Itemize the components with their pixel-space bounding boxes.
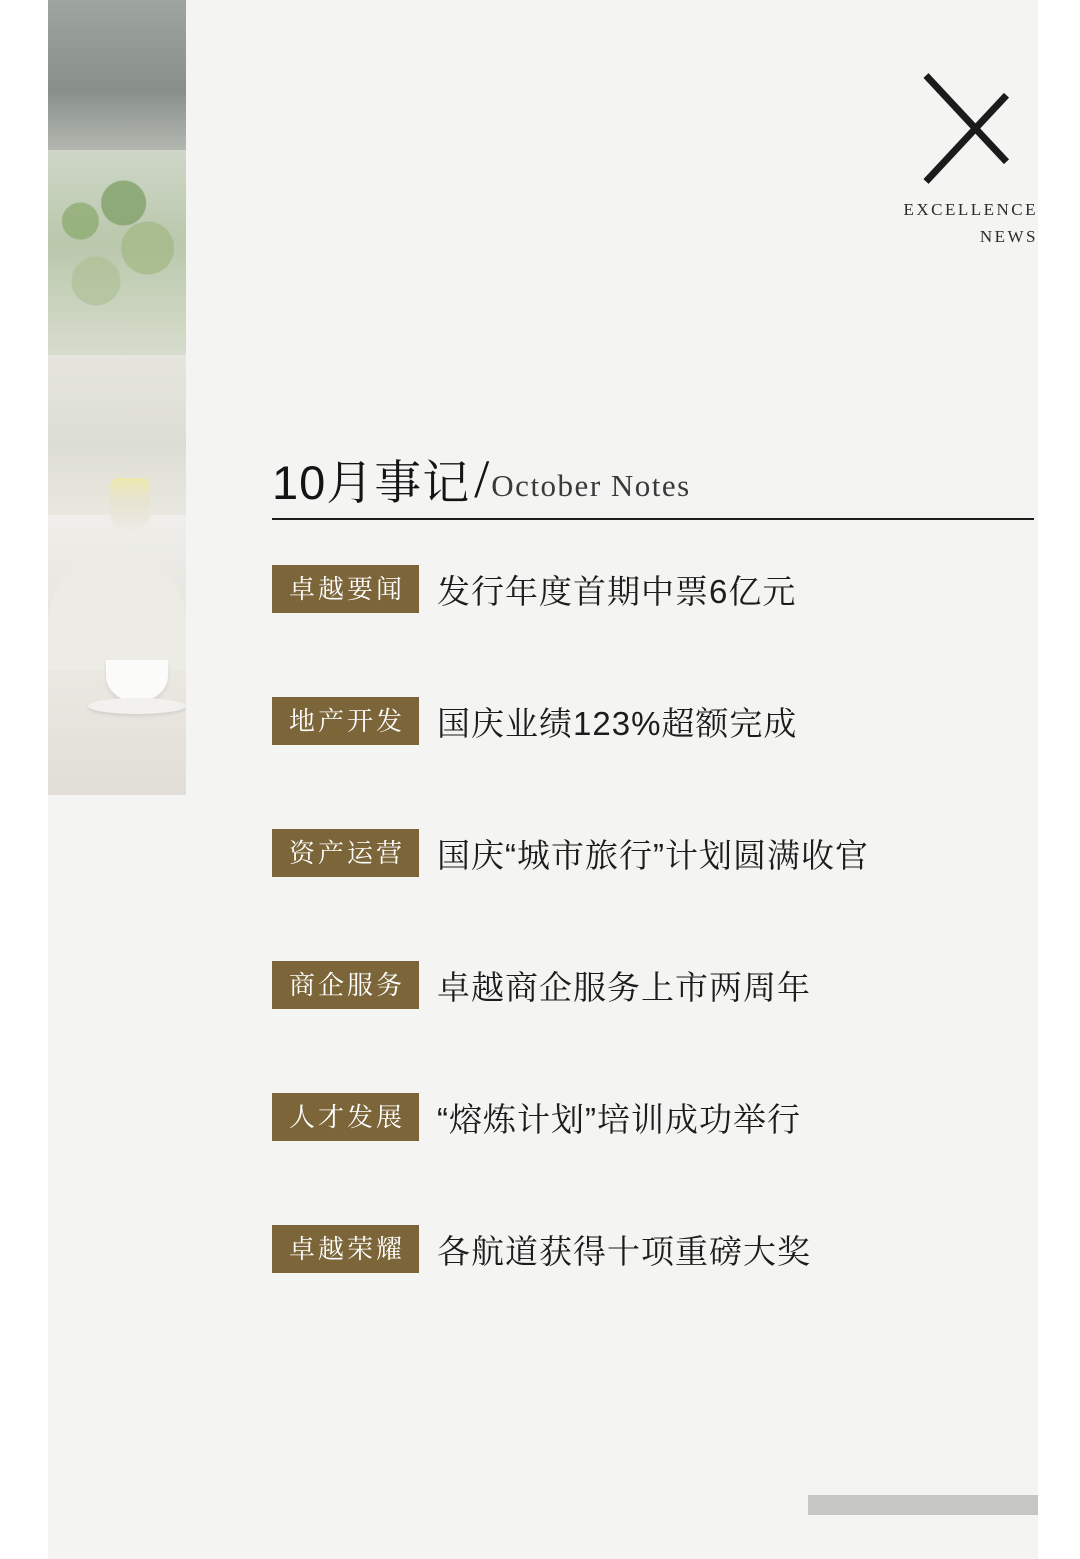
row-divider — [272, 1030, 1040, 1032]
row-divider — [272, 1294, 1040, 1296]
wordmark-line-2: NEWS — [979, 227, 1038, 247]
list-item-title: 国庆业绩123%超额完成 — [437, 698, 803, 745]
photo-band-top — [48, 0, 186, 150]
list-item — [272, 698, 1040, 830]
foliage-shape — [54, 176, 174, 326]
notes-list — [272, 566, 1040, 1358]
list-item-title: 国庆“城市旅行”计划圆满收官 — [437, 830, 875, 877]
saucer-shape — [88, 698, 186, 714]
row-divider — [272, 898, 1040, 900]
category-badge: 人才发展 — [272, 1093, 419, 1141]
page-title-cn: 10月事记 — [272, 456, 471, 509]
list-item — [272, 566, 1040, 698]
brand-wordmark — [903, 196, 1038, 250]
list-item-title: 各航道获得十项重磅大奖 — [437, 1226, 817, 1273]
list-item-title: “熔炼计划”培训成功举行 — [437, 1094, 807, 1141]
list-item — [272, 1094, 1040, 1226]
category-badge: 资产运营 — [272, 829, 419, 877]
row-divider — [272, 634, 1040, 636]
category-badge: 卓越荣耀 — [272, 1225, 419, 1273]
page-title-separator: / — [474, 449, 490, 509]
footer-accent-bar — [808, 1495, 1038, 1515]
category-badge: 地产开发 — [272, 697, 419, 745]
flower-vase-shape — [110, 478, 150, 530]
left-margin — [0, 0, 48, 1559]
decorative-photo-strip — [48, 0, 186, 795]
list-item — [272, 962, 1040, 1094]
right-margin — [1038, 0, 1080, 1559]
list-item-title: 发行年度首期中票6亿元 — [437, 566, 802, 613]
category-badge: 卓越要闻 — [272, 565, 419, 613]
list-item — [272, 830, 1040, 962]
row-divider — [272, 1162, 1040, 1164]
category-badge: 商企服务 — [272, 961, 419, 1009]
list-item — [272, 1226, 1040, 1358]
chevron-left-icon — [920, 66, 1038, 191]
page-title-en: October Notes — [491, 467, 691, 503]
list-item-title: 卓越商企服务上市两周年 — [437, 962, 817, 1009]
row-divider — [272, 766, 1040, 768]
sofa-shape — [48, 560, 186, 670]
brand-logo — [848, 66, 1038, 266]
page-title — [272, 449, 1034, 520]
wordmark-line-1: EXCELLENCE — [903, 200, 1038, 219]
